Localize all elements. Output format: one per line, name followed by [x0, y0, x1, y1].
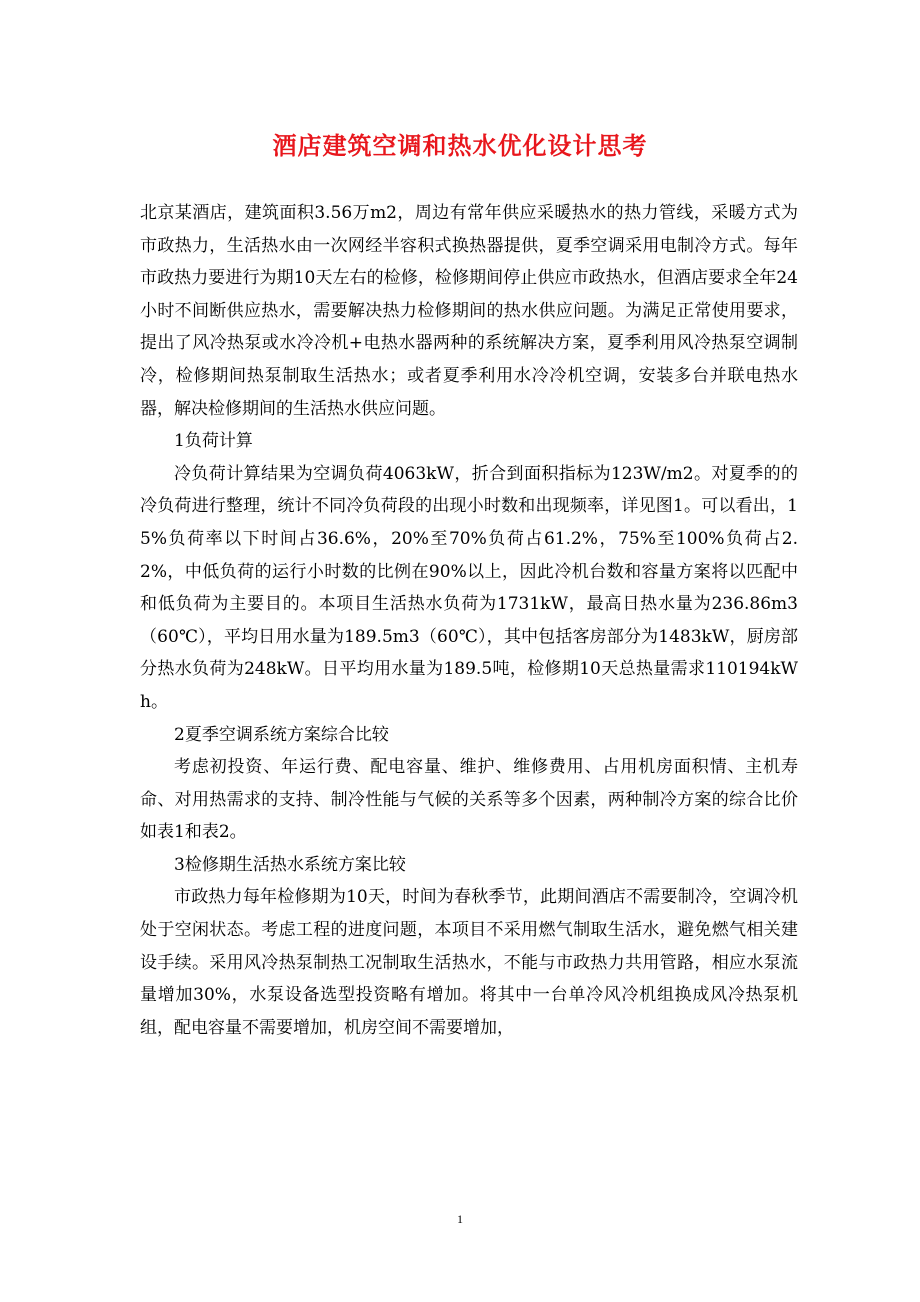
page-number: 1 [457, 1212, 463, 1226]
section-heading-summer-ac-comparison: 2夏季空调系统方案综合比较 [174, 724, 389, 745]
section-heading-load-calculation: 1负荷计算 [174, 431, 253, 452]
document-body [140, 197, 798, 1044]
paragraph-intro: 北京某酒店，建筑面积3.56万m2，周边有常年供应采暖热水的热力管线，采暖方式为市政热力，生活热水由一次网经半容积式换热器提供，夏季空调采用电制冷方式。每年市政热力要进行为期10天左右的检修，检修期间停止供应市政热水，但酒店要求全年24小时不间断供应热水，需要解决热力检修期间的热水供应问题。为满足正常使用要求，提出了风冷热泵或水冷冷机+电热水器两种的系统解决方案，夏季利用风冷热泵空调制冷，检修期间热泵制取生活热水；或者夏季利用水冷冷机空调，安装多台并联电热水器，解决检修期间的生活热水供应问题。 [140, 203, 798, 419]
section-heading-hot-water-comparison: 3检修期生活热水系统方案比较 [174, 854, 406, 875]
document-title: 酒店建筑空调和热水优化设计思考 [272, 131, 648, 160]
paragraph-summer-ac-comparison: 考虑初投资、年运行费、配电容量、维护、维修费用、占用机房面积情、主机寿命、对用热需求的支持、制冷性能与气候的关系等多个因素，两种制冷方案的综合比价如表1和表2。 [140, 757, 798, 843]
paragraph-load-calculation: 冷负荷计算结果为空调负荷4063kW，折合到面积指标为123W/m2。对夏季的的冷负荷进行整理，统计不同冷负荷段的出现小时数和出现频率，详见图1。可以看出，15%负荷率以下时间占36.6%，20%至70%负荷占61.2%，75%至100%负荷占2.2%，中低负荷的运行小时数的比例在90%以上，因此冷机台数和容量方案将以匹配中和低负荷为主要目的。本项目生活热水负荷为1731kW，最高日热水量为236.86m3（60℃），平均日用水量为189.5m3（60℃），其中包括客房部分为1483kW，厨房部分热水负荷为248kW。日平均用水量为189.5吨，检修期10天总热量需求110194kWh。 [140, 463, 798, 712]
paragraph-hot-water-comparison: 市政热力每年检修期为10天，时间为春秋季节，此期间酒店不需要制冷，空调冷机处于空闲状态。考虑工程的进度问题，本项目不采用燃气制取生活水，避免燃气相关建设手续。采用风冷热泵制热工况制取生活热水，不能与市政热力共用管路，相应水泵流量增加30%，水泵设备选型投资略有增加。将其中一台单冷风冷机组换成风冷热泵机组，配电容量不需要增加，机房空间不需要增加， [140, 887, 798, 1038]
